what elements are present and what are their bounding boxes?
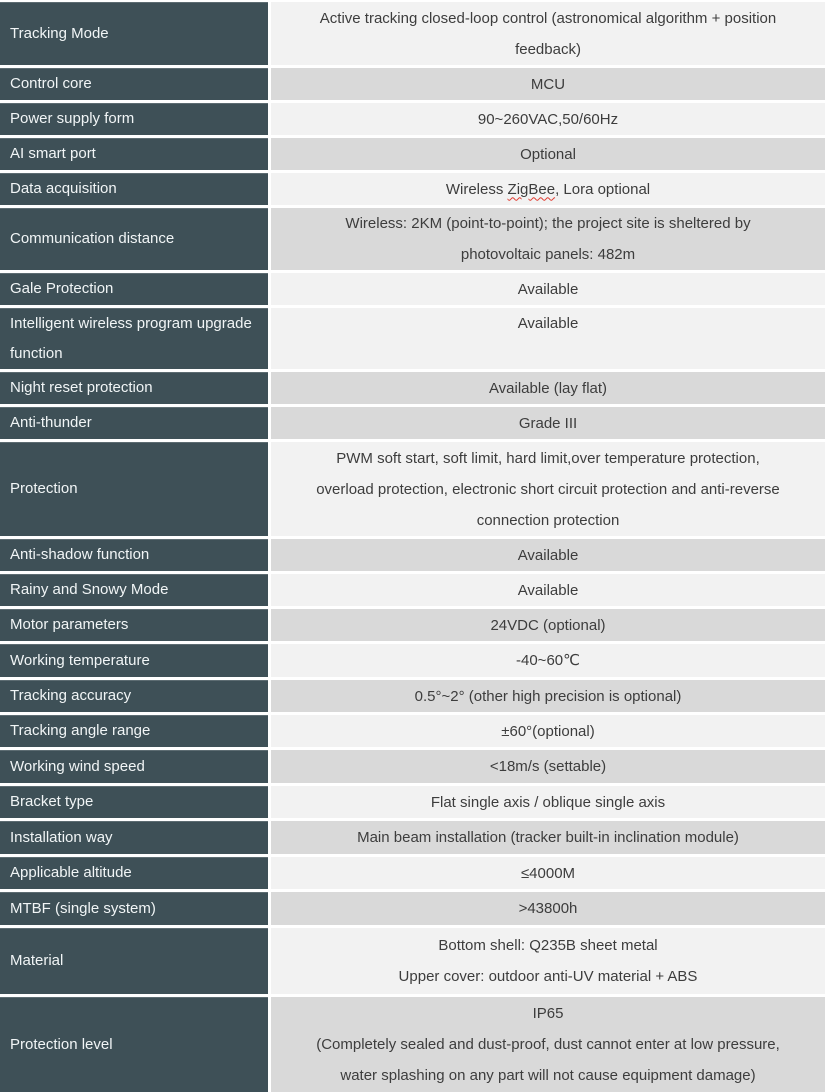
- row-label-text: Motor parameters: [10, 616, 129, 633]
- row-label: [0, 680, 268, 712]
- row-label-text: Tracking Mode: [10, 24, 109, 42]
- row-label-text: Protection: [10, 480, 78, 497]
- row-label: [0, 750, 268, 783]
- value-line: [277, 681, 819, 712]
- value-line: [277, 540, 819, 571]
- row-label: [0, 892, 268, 925]
- value-line: [277, 69, 819, 100]
- table-row: [0, 821, 825, 854]
- value-text: Upper cover: outdoor anti-UV material + ABS: [398, 968, 698, 985]
- value-text: Grade III: [518, 414, 578, 432]
- table-row: [0, 68, 825, 100]
- value-text: 90~260VAC,50/60Hz: [477, 110, 619, 128]
- table-row: [0, 539, 825, 571]
- value-line: [277, 3, 819, 34]
- value-text: Wireless: 2KM (point-to-point); the project site is sheltered by: [345, 215, 751, 232]
- row-label: [0, 308, 268, 369]
- value-line: [277, 505, 819, 536]
- value-text: water splashing on any part will not cause equipment damage): [340, 1067, 756, 1084]
- value-text: IP65: [532, 1005, 564, 1022]
- row-value: [271, 442, 825, 536]
- row-label: [0, 997, 268, 1092]
- value-line: [277, 716, 819, 747]
- table-row: [0, 2, 825, 65]
- table-row: [0, 574, 825, 606]
- row-value: [271, 715, 825, 747]
- row-label-text: Night reset protection: [10, 379, 153, 396]
- value-line: [277, 1060, 819, 1091]
- row-label: [0, 821, 268, 854]
- row-value: [271, 786, 825, 818]
- table-row: [0, 857, 825, 889]
- row-value: [271, 857, 825, 889]
- value-text: 24VDC (optional): [490, 616, 606, 634]
- row-label-text: Tracking angle range: [10, 722, 151, 739]
- value-text: Main beam installation (tracker built-in inclination module): [357, 829, 739, 846]
- value-line: [277, 474, 819, 505]
- value-text: Available: [517, 315, 579, 332]
- table-row: [0, 308, 825, 369]
- row-value: [271, 138, 825, 170]
- row-label-text: Control core: [10, 75, 92, 92]
- table-row: [0, 997, 825, 1092]
- value-text: -40~60℃: [516, 652, 580, 669]
- value-text: PWM soft start, soft limit, hard limit,over temperature protection,: [336, 449, 760, 467]
- row-label: [0, 644, 268, 677]
- value-line: [277, 34, 819, 65]
- row-label: [0, 786, 268, 818]
- row-value: [271, 574, 825, 606]
- value-line: [277, 858, 819, 889]
- value-text: Wireless: [445, 180, 508, 198]
- row-label-text: Working wind speed: [10, 757, 145, 775]
- row-value: [271, 609, 825, 641]
- table-row: [0, 407, 825, 439]
- row-label-text: Bracket type: [10, 793, 94, 810]
- value-line: [277, 139, 819, 170]
- value-text: Available (lay flat): [488, 379, 608, 397]
- value-line: [277, 893, 819, 924]
- table-row: [0, 680, 825, 712]
- value-text: Available: [517, 581, 579, 599]
- row-label: [0, 609, 268, 641]
- table-row: [0, 208, 825, 270]
- value-line: [277, 998, 819, 1029]
- value-text: MCU: [530, 75, 566, 93]
- value-text: Active tracking closed-loop control (astronomical algorithm + position: [319, 9, 777, 27]
- value-text: Bottom shell: Q235B sheet metal: [438, 937, 658, 954]
- row-value: [271, 407, 825, 439]
- row-label-text: Anti-shadow function: [10, 546, 150, 563]
- row-value: [271, 997, 825, 1092]
- row-value: [271, 539, 825, 571]
- value-text: connection protection: [476, 511, 620, 529]
- row-label: [0, 103, 268, 135]
- row-value: [271, 644, 825, 677]
- row-label: [0, 407, 268, 439]
- row-label: [0, 372, 268, 404]
- row-label-text: Tracking accuracy: [10, 687, 132, 704]
- table-row: [0, 372, 825, 404]
- row-label: [0, 138, 268, 170]
- row-label-text: Anti-thunder: [10, 414, 92, 431]
- row-value: [271, 892, 825, 925]
- row-label-text: Installation way: [10, 828, 113, 846]
- table-row: [0, 892, 825, 925]
- value-text: overload protection, electronic short circuit protection and anti-reverse: [316, 480, 780, 498]
- row-label: [0, 442, 268, 536]
- row-label-text: Gale Protection: [10, 280, 114, 297]
- value-line: [277, 308, 819, 339]
- value-line: [277, 787, 819, 818]
- value-text: <18m/s (settable): [489, 758, 607, 775]
- row-value: [271, 68, 825, 100]
- row-label: [0, 857, 268, 889]
- value-line: [277, 610, 819, 641]
- value-line: [277, 239, 819, 270]
- value-line: [277, 443, 819, 474]
- table-row: [0, 644, 825, 677]
- row-value: [271, 103, 825, 135]
- value-text: 0.5°~2° (other high precision is optional): [414, 687, 682, 705]
- row-label: [0, 539, 268, 571]
- value-text: Optional: [520, 145, 576, 163]
- row-value: [271, 273, 825, 305]
- value-line: [277, 104, 819, 135]
- row-label: [0, 173, 268, 205]
- table-row: [0, 173, 825, 205]
- row-label-text: Working temperature: [10, 651, 150, 669]
- table-row: [0, 786, 825, 818]
- row-label: [0, 928, 268, 994]
- table-row: [0, 273, 825, 305]
- value-text: Flat single axis / oblique single axis: [430, 793, 666, 811]
- value-text: photovoltaic panels: 482m: [460, 246, 636, 263]
- value-text: Available: [517, 546, 579, 564]
- row-value: [271, 821, 825, 854]
- row-label: [0, 715, 268, 747]
- row-value: [271, 308, 825, 369]
- row-value: [271, 173, 825, 205]
- row-label-text: Data acquisition: [10, 180, 117, 197]
- row-label-text: Material: [10, 952, 64, 969]
- row-label-text: Communication distance: [10, 230, 175, 247]
- value-line: [277, 930, 819, 961]
- row-label-text: AI smart port: [10, 145, 96, 162]
- value-line: [277, 751, 819, 782]
- spellcheck-squiggle-text: ZigBee: [507, 180, 556, 198]
- value-line: [277, 822, 819, 853]
- value-line: [277, 575, 819, 606]
- row-label: [0, 2, 268, 65]
- table-row: [0, 750, 825, 783]
- row-value: [271, 680, 825, 712]
- value-text: Available: [517, 280, 579, 298]
- table-row: [0, 715, 825, 747]
- row-label: [0, 273, 268, 305]
- row-value: [271, 2, 825, 65]
- row-value: [271, 208, 825, 270]
- row-label-text: MTBF (single system): [10, 899, 156, 917]
- value-line: [277, 274, 819, 305]
- row-label-text: Intelligent wireless program upgrade function: [10, 314, 252, 362]
- row-value: [271, 750, 825, 783]
- value-line: [277, 961, 819, 992]
- value-line: [277, 408, 819, 439]
- table-row: [0, 138, 825, 170]
- row-label-text: Rainy and Snowy Mode: [10, 581, 169, 598]
- table-row: [0, 103, 825, 135]
- value-line: [277, 208, 819, 239]
- value-text: , Lora optional: [555, 180, 651, 198]
- row-label-text: Protection level: [10, 1035, 113, 1053]
- value-line: [277, 1029, 819, 1060]
- value-line: [277, 174, 819, 205]
- table-row: [0, 609, 825, 641]
- value-text: feedback): [515, 40, 581, 58]
- value-line: [277, 373, 819, 404]
- row-value: [271, 372, 825, 404]
- table-row: [0, 442, 825, 536]
- row-label-text: Applicable altitude: [10, 864, 132, 881]
- row-label: [0, 68, 268, 100]
- row-label: [0, 208, 268, 270]
- table-row: [0, 928, 825, 994]
- value-text: (Completely sealed and dust-proof, dust cannot enter at low pressure,: [316, 1036, 780, 1053]
- value-text: ±60°(optional): [501, 722, 595, 740]
- row-value: [271, 928, 825, 994]
- value-line: [277, 645, 819, 676]
- row-label: [0, 574, 268, 606]
- row-label-text: Power supply form: [10, 110, 135, 127]
- value-text: ≤4000M: [520, 864, 576, 882]
- value-text: >43800h: [518, 900, 578, 917]
